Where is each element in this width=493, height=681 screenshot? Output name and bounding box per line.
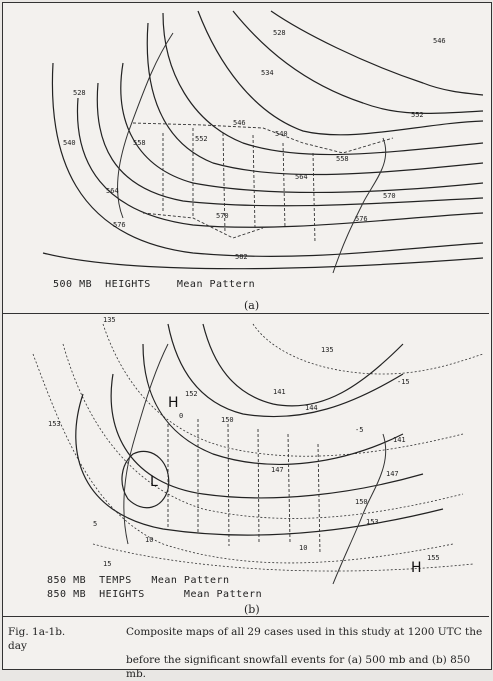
contour-528 bbox=[271, 11, 483, 95]
contour-label: 141 bbox=[393, 436, 406, 444]
figure-caption bbox=[8, 625, 486, 681]
coastline-west bbox=[118, 33, 173, 218]
contour-label: 540 bbox=[275, 130, 288, 138]
contour-546 bbox=[163, 13, 483, 155]
contour-540 bbox=[198, 11, 483, 135]
contour-label: 576 bbox=[113, 221, 126, 229]
contour-label: 558 bbox=[336, 155, 349, 163]
contour-label: 546 bbox=[433, 37, 446, 45]
panel-b-title-temps: 850 MB TEMPS Mean Pattern bbox=[47, 575, 230, 586]
contour-label: 10 bbox=[299, 544, 308, 552]
contour-label: 540 bbox=[63, 139, 76, 147]
contour-label: 10 bbox=[145, 536, 154, 544]
contour-label: 576 bbox=[355, 215, 368, 223]
contour-label: 153 bbox=[366, 518, 379, 526]
panel-a-title: 500 MB HEIGHTS Mean Pattern bbox=[53, 279, 256, 290]
height-contour-5 bbox=[76, 394, 443, 535]
contour-label: 147 bbox=[386, 470, 399, 478]
contour-label: 534 bbox=[261, 69, 274, 77]
contour-label: 558 bbox=[133, 139, 146, 147]
high-pressure-label-east: H bbox=[411, 560, 422, 576]
height-contour-2 bbox=[203, 324, 403, 406]
contour-label: 528 bbox=[73, 89, 86, 97]
contour-label: 564 bbox=[106, 187, 119, 195]
low-pressure-label: L bbox=[150, 474, 158, 490]
contour-label: 135 bbox=[321, 346, 334, 354]
contour-label: 564 bbox=[295, 173, 308, 181]
contour-label: 152 bbox=[185, 390, 198, 398]
contour-552 bbox=[147, 23, 483, 175]
contour-label: 155 bbox=[427, 554, 440, 562]
caption-line-2: before the significant snowfall events for (a) 500 mb and (b) 850 mb. bbox=[126, 654, 471, 680]
contour-label: 582 bbox=[235, 253, 248, 261]
contour-label: 570 bbox=[216, 212, 229, 220]
contour-label: 528 bbox=[273, 29, 286, 37]
caption-line-1: Composite maps of all 29 cases used in this study at 1200 UTC the day bbox=[8, 626, 483, 652]
contour-label: 150 bbox=[221, 416, 234, 424]
contour-label: 5 bbox=[93, 520, 98, 528]
caption-fig-label: Fig. 1a-1b. bbox=[8, 626, 66, 638]
contour-534 bbox=[233, 11, 483, 113]
contour-564 bbox=[97, 83, 483, 206]
contour-label: 546 bbox=[233, 119, 246, 127]
contour-582 bbox=[43, 253, 483, 269]
contour-label: -5 bbox=[355, 426, 364, 434]
isotherm-1 bbox=[33, 354, 453, 563]
panel-b-letter: (b) bbox=[244, 603, 260, 616]
panel-a-letter: (a) bbox=[244, 299, 260, 312]
panel-b-title-heights: 850 MB HEIGHTS Mean Pattern bbox=[47, 589, 263, 600]
high-pressure-label: H bbox=[168, 395, 179, 411]
contour-label: 147 bbox=[271, 466, 284, 474]
contour-label: 153 bbox=[48, 420, 61, 428]
contour-label: 570 bbox=[383, 192, 396, 200]
contour-label: -15 bbox=[397, 378, 410, 386]
contour-label: 135 bbox=[103, 316, 116, 324]
contour-label: 150 bbox=[355, 498, 368, 506]
map-850mb bbox=[3, 314, 489, 616]
isotherm-4 bbox=[253, 324, 483, 374]
contour-label: 15 bbox=[103, 560, 112, 568]
contour-label: 552 bbox=[195, 135, 208, 143]
panel-850mb-temps-heights bbox=[3, 314, 489, 617]
map-500mb bbox=[3, 3, 489, 313]
contour-label: 0 bbox=[179, 412, 184, 420]
isotherm-2 bbox=[63, 344, 463, 518]
height-contour-1 bbox=[168, 324, 403, 417]
state-lines bbox=[163, 128, 315, 243]
height-contour-4 bbox=[111, 374, 423, 498]
panel-500mb-heights bbox=[3, 3, 489, 314]
contour-label: 141 bbox=[273, 388, 286, 396]
contour-label: 552 bbox=[411, 111, 424, 119]
contour-label: 144 bbox=[305, 404, 318, 412]
